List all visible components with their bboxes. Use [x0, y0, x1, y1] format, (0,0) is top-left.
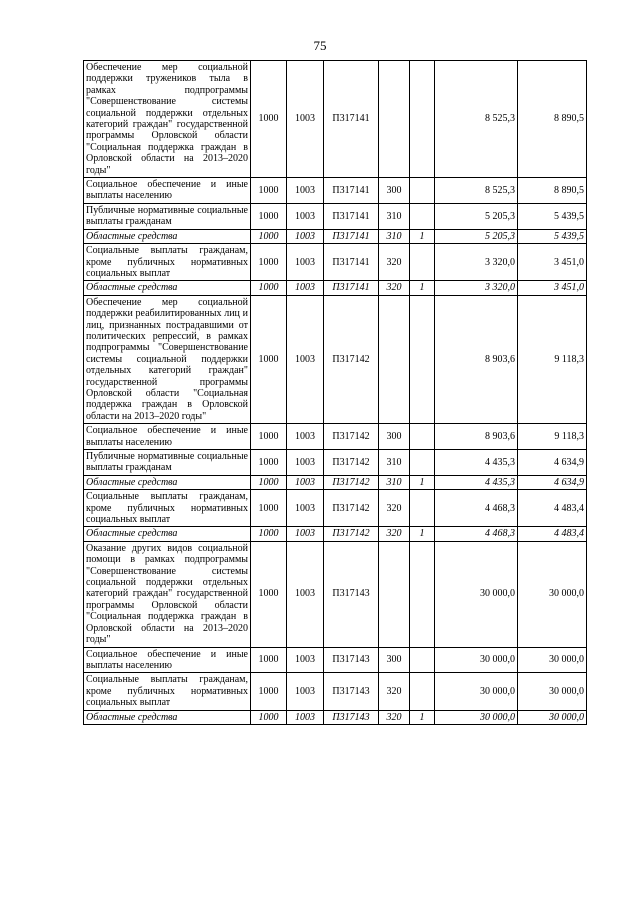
- cell-amount-1: 4 468,3: [435, 490, 518, 527]
- cell-name: Обеспечение мер социальной поддержки реабилитированных лиц и лиц, признанных пострадавшими от политических репрессий, в рамках подпрограммы "Совершенствование системы социальной поддержки отдельных категорий граждан" государственной программы Орловской области "Социальная поддержка граждан в Орловской области на 2013–2020 годы": [84, 295, 251, 423]
- cell-expense-type: [379, 541, 410, 647]
- cell-target-article: П317143: [324, 710, 379, 724]
- cell-subsection: 1003: [287, 475, 324, 489]
- cell-expense-type: 320: [379, 527, 410, 541]
- cell-amount-1: 8 525,3: [435, 178, 518, 204]
- cell-subsection: 1003: [287, 244, 324, 281]
- cell-expense-type: 320: [379, 490, 410, 527]
- cell-amount-1: 5 205,3: [435, 229, 518, 243]
- cell-section: 1000: [251, 673, 287, 710]
- cell-name: Областные средства: [84, 475, 251, 489]
- cell-source-code: [410, 490, 435, 527]
- cell-subsection: 1003: [287, 295, 324, 423]
- cell-target-article: П317142: [324, 490, 379, 527]
- cell-expense-type: [379, 61, 410, 178]
- cell-subsection: 1003: [287, 229, 324, 243]
- cell-name: Социальные выплаты гражданам, кроме публичных нормативных социальных выплат: [84, 490, 251, 527]
- cell-section: 1000: [251, 244, 287, 281]
- cell-amount-2: 9 118,3: [518, 424, 587, 450]
- cell-name: Социальное обеспечение и иные выплаты населению: [84, 424, 251, 450]
- cell-section: 1000: [251, 541, 287, 647]
- cell-amount-1: 4 435,3: [435, 450, 518, 476]
- cell-name: Социальные выплаты гражданам, кроме публичных нормативных социальных выплат: [84, 673, 251, 710]
- page-number: 75: [313, 38, 327, 53]
- cell-section: 1000: [251, 295, 287, 423]
- cell-section: 1000: [251, 710, 287, 724]
- table-row: [84, 281, 587, 295]
- table-row: [84, 178, 587, 204]
- cell-target-article: П317141: [324, 203, 379, 229]
- cell-name: Социальное обеспечение и иные выплаты населению: [84, 178, 251, 204]
- cell-amount-1: 30 000,0: [435, 673, 518, 710]
- cell-amount-2: 4 483,4: [518, 527, 587, 541]
- cell-amount-1: 8 903,6: [435, 424, 518, 450]
- cell-amount-2: 30 000,0: [518, 647, 587, 673]
- cell-source-code: [410, 450, 435, 476]
- cell-section: 1000: [251, 527, 287, 541]
- cell-section: 1000: [251, 281, 287, 295]
- cell-source-code: [410, 647, 435, 673]
- cell-target-article: П317142: [324, 527, 379, 541]
- cell-subsection: 1003: [287, 541, 324, 647]
- cell-amount-1: 8 525,3: [435, 61, 518, 178]
- cell-amount-2: 9 118,3: [518, 295, 587, 423]
- cell-amount-2: 4 634,9: [518, 450, 587, 476]
- cell-subsection: 1003: [287, 647, 324, 673]
- cell-name: Социальные выплаты гражданам, кроме публичных нормативных социальных выплат: [84, 244, 251, 281]
- cell-name: Оказание других видов социальной помощи в рамках подпрограммы "Совершенствование системы социальной поддержки отдельных категорий граждан" государственной программы Орловской области "Социальная поддержка граждан в Орловской области на 2013–2020 годы": [84, 541, 251, 647]
- cell-amount-2: 3 451,0: [518, 281, 587, 295]
- cell-expense-type: [379, 295, 410, 423]
- table-row: [84, 229, 587, 243]
- cell-source-code: 1: [410, 281, 435, 295]
- cell-target-article: П317143: [324, 541, 379, 647]
- cell-expense-type: 320: [379, 281, 410, 295]
- cell-source-code: 1: [410, 229, 435, 243]
- cell-amount-1: 5 205,3: [435, 203, 518, 229]
- cell-expense-type: 320: [379, 710, 410, 724]
- table-row: [84, 295, 587, 423]
- cell-expense-type: 320: [379, 673, 410, 710]
- cell-target-article: П317141: [324, 281, 379, 295]
- cell-section: 1000: [251, 647, 287, 673]
- cell-subsection: 1003: [287, 61, 324, 178]
- table-row: [84, 527, 587, 541]
- cell-target-article: П317143: [324, 647, 379, 673]
- table-row: [84, 424, 587, 450]
- cell-subsection: 1003: [287, 203, 324, 229]
- cell-target-article: П317141: [324, 61, 379, 178]
- cell-section: 1000: [251, 178, 287, 204]
- cell-name: Публичные нормативные социальные выплаты гражданам: [84, 450, 251, 476]
- cell-source-code: [410, 61, 435, 178]
- cell-subsection: 1003: [287, 450, 324, 476]
- table-row: [84, 710, 587, 724]
- cell-name: Областные средства: [84, 527, 251, 541]
- table-row: [84, 61, 587, 178]
- table-row: [84, 647, 587, 673]
- cell-source-code: 1: [410, 475, 435, 489]
- cell-name: Областные средства: [84, 281, 251, 295]
- cell-amount-1: 4 468,3: [435, 527, 518, 541]
- cell-amount-1: 30 000,0: [435, 647, 518, 673]
- cell-target-article: П317142: [324, 295, 379, 423]
- cell-target-article: П317142: [324, 424, 379, 450]
- cell-amount-2: 5 439,5: [518, 203, 587, 229]
- cell-target-article: П317142: [324, 450, 379, 476]
- cell-amount-1: 30 000,0: [435, 710, 518, 724]
- cell-expense-type: 320: [379, 244, 410, 281]
- cell-target-article: П317141: [324, 229, 379, 243]
- table-row: [84, 203, 587, 229]
- cell-source-code: [410, 203, 435, 229]
- table-row: [84, 244, 587, 281]
- cell-target-article: П317141: [324, 244, 379, 281]
- cell-section: 1000: [251, 203, 287, 229]
- cell-amount-2: 30 000,0: [518, 673, 587, 710]
- cell-expense-type: 300: [379, 178, 410, 204]
- cell-name: Обеспечение мер социальной поддержки тружеников тыла в рамках подпрограммы "Совершенствование системы социальной поддержки отдельных категорий граждан" государственной программы Орловской области "Социальная поддержка граждан в Орловской области на 2013–2020 годы": [84, 61, 251, 178]
- cell-amount-1: 3 320,0: [435, 244, 518, 281]
- table-row: [84, 541, 587, 647]
- table-row: [84, 490, 587, 527]
- cell-target-article: П317142: [324, 475, 379, 489]
- cell-expense-type: 310: [379, 450, 410, 476]
- cell-expense-type: 310: [379, 475, 410, 489]
- cell-expense-type: 310: [379, 229, 410, 243]
- cell-source-code: 1: [410, 710, 435, 724]
- cell-amount-2: 5 439,5: [518, 229, 587, 243]
- cell-amount-1: 3 320,0: [435, 281, 518, 295]
- budget-table: [83, 60, 587, 725]
- cell-source-code: [410, 244, 435, 281]
- cell-section: 1000: [251, 475, 287, 489]
- cell-source-code: [410, 541, 435, 647]
- cell-amount-2: 8 890,5: [518, 61, 587, 178]
- cell-amount-1: 30 000,0: [435, 541, 518, 647]
- cell-name: Областные средства: [84, 229, 251, 243]
- cell-section: 1000: [251, 490, 287, 527]
- cell-amount-2: 4 483,4: [518, 490, 587, 527]
- cell-name: Областные средства: [84, 710, 251, 724]
- table-row: [84, 673, 587, 710]
- cell-subsection: 1003: [287, 281, 324, 295]
- table-row: [84, 475, 587, 489]
- cell-subsection: 1003: [287, 673, 324, 710]
- cell-amount-1: 4 435,3: [435, 475, 518, 489]
- cell-source-code: [410, 295, 435, 423]
- cell-expense-type: 300: [379, 647, 410, 673]
- cell-subsection: 1003: [287, 424, 324, 450]
- cell-subsection: 1003: [287, 527, 324, 541]
- cell-source-code: [410, 178, 435, 204]
- cell-section: 1000: [251, 424, 287, 450]
- cell-section: 1000: [251, 229, 287, 243]
- cell-subsection: 1003: [287, 490, 324, 527]
- cell-amount-1: 8 903,6: [435, 295, 518, 423]
- cell-subsection: 1003: [287, 710, 324, 724]
- cell-section: 1000: [251, 450, 287, 476]
- cell-source-code: [410, 673, 435, 710]
- cell-source-code: 1: [410, 527, 435, 541]
- cell-subsection: 1003: [287, 178, 324, 204]
- cell-expense-type: 300: [379, 424, 410, 450]
- cell-source-code: [410, 424, 435, 450]
- cell-target-article: П317143: [324, 673, 379, 710]
- cell-name: Социальное обеспечение и иные выплаты населению: [84, 647, 251, 673]
- cell-expense-type: 310: [379, 203, 410, 229]
- cell-section: 1000: [251, 61, 287, 178]
- table-row: [84, 450, 587, 476]
- cell-amount-2: 8 890,5: [518, 178, 587, 204]
- cell-amount-2: 3 451,0: [518, 244, 587, 281]
- cell-amount-2: 30 000,0: [518, 541, 587, 647]
- cell-amount-2: 30 000,0: [518, 710, 587, 724]
- cell-name: Публичные нормативные социальные выплаты гражданам: [84, 203, 251, 229]
- cell-amount-2: 4 634,9: [518, 475, 587, 489]
- cell-target-article: П317141: [324, 178, 379, 204]
